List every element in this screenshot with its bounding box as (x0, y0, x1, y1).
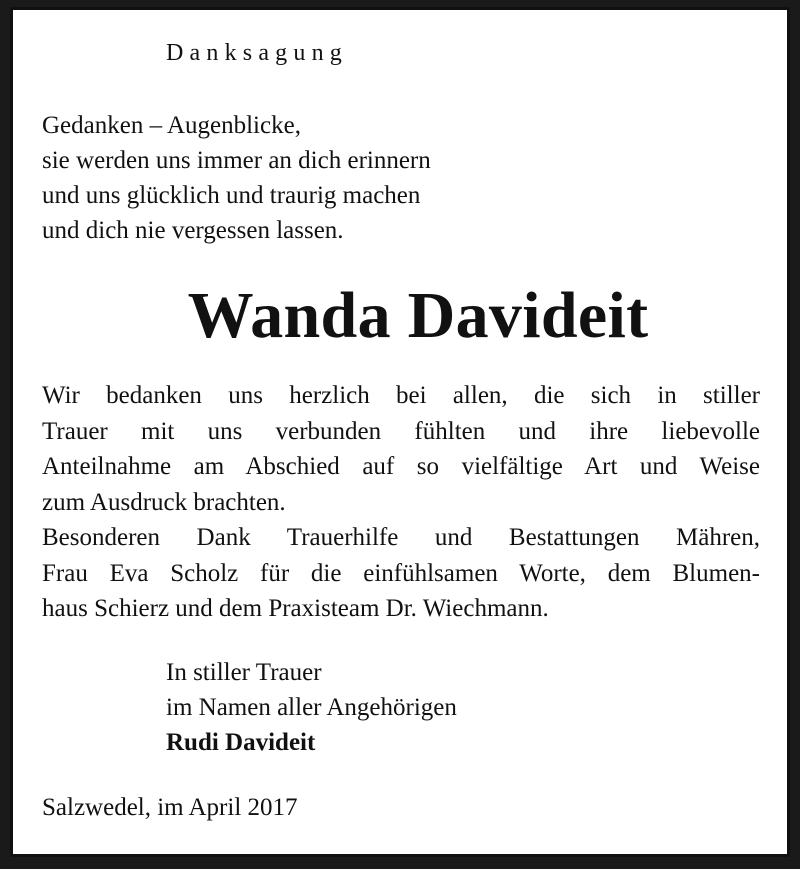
signer-name: Rudi Davideit (166, 729, 316, 756)
thanks-paragraph (42, 378, 760, 627)
thanks-line: Anteilnahme am Abschied auf so vielfältige Art und Weise (42, 453, 760, 480)
thanks-line: Frau Eva Scholz für die einfühlsamen Worte, dem Blumen- (42, 559, 760, 587)
poem-line: Gedanken – Augenblicke, (42, 112, 301, 139)
poem-line: sie werden uns immer an dich erinnern (42, 147, 431, 174)
thanks-line: Besonderen Dank Trauerhilfe und Bestattungen Mähren, (42, 524, 760, 551)
place-and-date: Salzwedel, im April 2017 (42, 794, 298, 821)
memorial-poem (42, 108, 431, 248)
notice-heading: Danksagung (166, 40, 348, 66)
thanks-line: zum Ausdruck brachten. (42, 488, 286, 516)
thanks-line: Trauer mit uns verbunden fühlten und ihre liebevolle (42, 417, 760, 445)
poem-line: und uns glücklich und traurig machen (42, 182, 421, 209)
thanks-line: haus Schierz und dem Praxisteam Dr. Wiechmann. (42, 595, 549, 622)
signature-line-family: im Namen aller Angehörigen (166, 694, 457, 721)
signature-block (166, 655, 457, 760)
thanks-line: Wir bedanken uns herzlich bei allen, die sich in stiller (42, 382, 760, 409)
poem-line: und dich nie vergessen lassen. (42, 217, 344, 244)
deceased-name: Wanda Davideit (187, 279, 649, 352)
signature-line-mourning: In stiller Trauer (166, 659, 322, 686)
